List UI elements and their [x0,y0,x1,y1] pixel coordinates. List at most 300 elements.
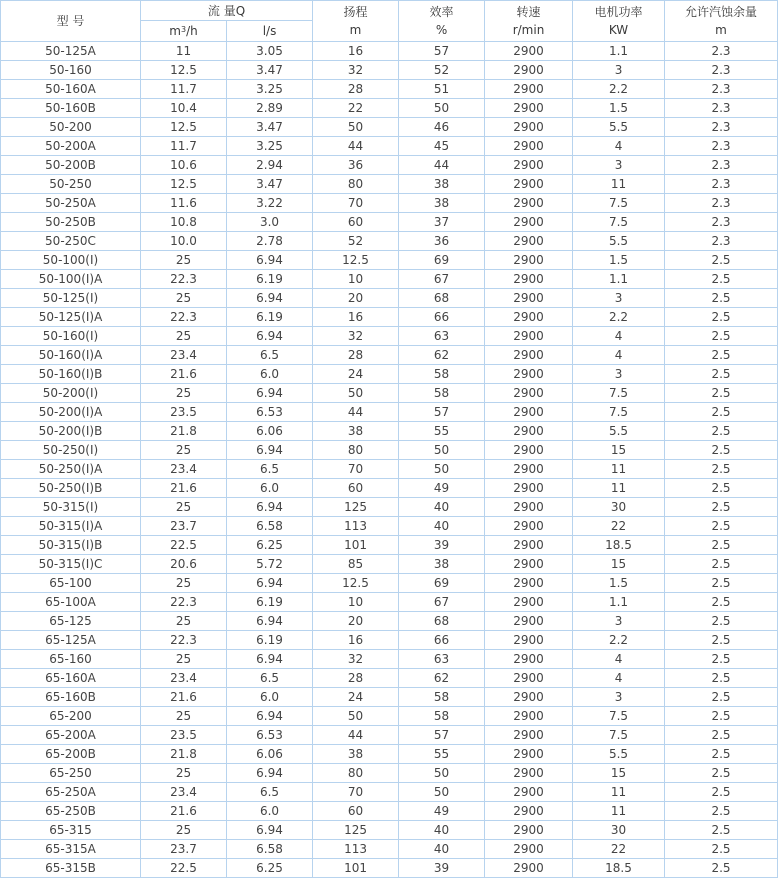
cell-npsh: 2.5 [665,669,778,688]
cell-motor-power: 4 [573,669,665,688]
cell-motor-power: 5.5 [573,422,665,441]
cell-flow-m3h: 22.3 [141,631,227,650]
cell-efficiency: 58 [399,707,485,726]
cell-motor-power: 15 [573,764,665,783]
cell-head: 28 [313,346,399,365]
cell-efficiency: 39 [399,859,485,878]
cell-head: 38 [313,422,399,441]
cell-flow-m3h: 25 [141,821,227,840]
cell-npsh: 2.5 [665,270,778,289]
table-row [1,726,778,745]
cell-flow-m3h: 23.4 [141,346,227,365]
cell-npsh: 2.5 [665,631,778,650]
cell-flow-m3h: 25 [141,251,227,270]
table-row [1,612,778,631]
table-row [1,460,778,479]
cell-npsh: 2.5 [665,859,778,878]
cell-flow-ls: 6.5 [227,783,313,802]
cell-flow-ls: 6.0 [227,479,313,498]
cell-flow-m3h: 12.5 [141,61,227,80]
cell-model: 65-200 [1,707,141,726]
cell-model: 50-160(I)B [1,365,141,384]
cell-flow-m3h: 25 [141,764,227,783]
cell-model: 65-200B [1,745,141,764]
cell-model: 65-315A [1,840,141,859]
cell-speed: 2900 [485,156,573,175]
cell-efficiency: 63 [399,650,485,669]
table-row [1,479,778,498]
table-row [1,574,778,593]
cell-head: 38 [313,745,399,764]
cell-efficiency: 63 [399,327,485,346]
cell-motor-power: 1.5 [573,99,665,118]
cell-flow-ls: 6.94 [227,498,313,517]
cell-model: 50-200B [1,156,141,175]
cell-motor-power: 2.2 [573,80,665,99]
cell-efficiency: 57 [399,726,485,745]
cell-head: 80 [313,441,399,460]
cell-head: 101 [313,536,399,555]
table-row [1,289,778,308]
cell-motor-power: 5.5 [573,232,665,251]
cell-model: 50-250 [1,175,141,194]
cell-speed: 2900 [485,251,573,270]
cell-npsh: 2.3 [665,213,778,232]
cell-flow-m3h: 10.8 [141,213,227,232]
cell-flow-ls: 6.0 [227,802,313,821]
cell-flow-m3h: 23.7 [141,840,227,859]
cell-npsh: 2.5 [665,764,778,783]
table-row [1,194,778,213]
cell-head: 10 [313,593,399,612]
cell-model: 50-250A [1,194,141,213]
cell-head: 24 [313,688,399,707]
cell-flow-m3h: 22.3 [141,593,227,612]
cell-speed: 2900 [485,175,573,194]
cell-speed: 2900 [485,821,573,840]
cell-model: 65-250B [1,802,141,821]
cell-flow-m3h: 21.6 [141,365,227,384]
cell-npsh: 2.3 [665,118,778,137]
cell-npsh: 2.3 [665,42,778,61]
cell-speed: 2900 [485,61,573,80]
cell-flow-m3h: 25 [141,441,227,460]
cell-speed: 2900 [485,384,573,403]
cell-head: 52 [313,232,399,251]
cell-speed: 2900 [485,802,573,821]
table-row [1,498,778,517]
cell-efficiency: 40 [399,498,485,517]
cell-flow-ls: 6.5 [227,460,313,479]
cell-model: 50-160(I)A [1,346,141,365]
cell-model: 50-100(I) [1,251,141,270]
cell-motor-power: 5.5 [573,118,665,137]
cell-flow-m3h: 23.4 [141,783,227,802]
cell-flow-ls: 6.19 [227,270,313,289]
cell-npsh: 2.5 [665,726,778,745]
table-row [1,745,778,764]
cell-flow-ls: 6.94 [227,574,313,593]
cell-motor-power: 30 [573,498,665,517]
table-row [1,422,778,441]
cell-efficiency: 51 [399,80,485,99]
cell-speed: 2900 [485,194,573,213]
cell-model: 50-250(I)B [1,479,141,498]
cell-motor-power: 15 [573,555,665,574]
cell-motor-power: 4 [573,137,665,156]
table-row [1,118,778,137]
cell-model: 50-250B [1,213,141,232]
cell-motor-power: 11 [573,175,665,194]
cell-head: 50 [313,118,399,137]
cell-flow-m3h: 25 [141,650,227,669]
cell-efficiency: 40 [399,821,485,840]
cell-head: 101 [313,859,399,878]
cell-motor-power: 7.5 [573,726,665,745]
cell-efficiency: 37 [399,213,485,232]
cell-npsh: 2.5 [665,536,778,555]
cell-head: 20 [313,289,399,308]
cell-head: 125 [313,821,399,840]
cell-speed: 2900 [485,669,573,688]
cell-speed: 2900 [485,631,573,650]
cell-speed: 2900 [485,840,573,859]
cell-flow-m3h: 10.0 [141,232,227,251]
cell-flow-ls: 6.53 [227,403,313,422]
cell-flow-m3h: 22.3 [141,270,227,289]
cell-flow-m3h: 22.3 [141,308,227,327]
cell-flow-ls: 6.94 [227,650,313,669]
table-row [1,536,778,555]
cell-flow-ls: 6.94 [227,327,313,346]
cell-head: 85 [313,555,399,574]
cell-flow-m3h: 25 [141,384,227,403]
cell-efficiency: 58 [399,365,485,384]
cell-model: 50-160(I) [1,327,141,346]
cell-flow-m3h: 11.7 [141,137,227,156]
cell-flow-m3h: 21.6 [141,479,227,498]
cell-model: 65-250A [1,783,141,802]
cell-flow-ls: 3.0 [227,213,313,232]
cell-flow-m3h: 22.5 [141,536,227,555]
cell-motor-power: 2.2 [573,631,665,650]
cell-efficiency: 69 [399,574,485,593]
cell-flow-ls: 6.94 [227,441,313,460]
cell-npsh: 2.3 [665,61,778,80]
table-row [1,859,778,878]
cell-speed: 2900 [485,688,573,707]
cell-flow-m3h: 11.6 [141,194,227,213]
cell-model: 50-160B [1,99,141,118]
cell-speed: 2900 [485,593,573,612]
cell-speed: 2900 [485,365,573,384]
cell-efficiency: 55 [399,422,485,441]
cell-motor-power: 3 [573,61,665,80]
cell-flow-m3h: 23.4 [141,460,227,479]
cell-head: 32 [313,327,399,346]
table-row [1,403,778,422]
table-row [1,327,778,346]
cell-head: 28 [313,669,399,688]
cell-npsh: 2.5 [665,802,778,821]
cell-speed: 2900 [485,859,573,878]
cell-npsh: 2.3 [665,175,778,194]
cell-head: 12.5 [313,574,399,593]
header-flow: 流 量Q [141,1,313,21]
cell-efficiency: 50 [399,764,485,783]
cell-npsh: 2.3 [665,194,778,213]
table-row [1,137,778,156]
cell-motor-power: 1.1 [573,270,665,289]
cell-flow-m3h: 21.8 [141,422,227,441]
cell-flow-m3h: 10.4 [141,99,227,118]
cell-model: 50-315(I) [1,498,141,517]
cell-npsh: 2.5 [665,783,778,802]
cell-efficiency: 50 [399,783,485,802]
cell-flow-ls: 5.72 [227,555,313,574]
cell-flow-ls: 3.47 [227,61,313,80]
header-motor-power: 电机功率 KW [573,1,665,42]
cell-efficiency: 62 [399,669,485,688]
table-row [1,213,778,232]
cell-motor-power: 15 [573,441,665,460]
table-row [1,346,778,365]
cell-model: 50-200(I) [1,384,141,403]
cell-flow-ls: 6.5 [227,669,313,688]
table-row [1,42,778,61]
cell-speed: 2900 [485,42,573,61]
cell-efficiency: 66 [399,631,485,650]
cell-flow-ls: 6.94 [227,821,313,840]
cell-motor-power: 30 [573,821,665,840]
cell-model: 50-250(I) [1,441,141,460]
cell-flow-m3h: 25 [141,707,227,726]
cell-flow-ls: 3.05 [227,42,313,61]
cell-motor-power: 5.5 [573,745,665,764]
cell-speed: 2900 [485,479,573,498]
cell-npsh: 2.5 [665,612,778,631]
cell-flow-m3h: 25 [141,574,227,593]
cell-model: 65-315 [1,821,141,840]
cell-head: 50 [313,707,399,726]
cell-motor-power: 1.1 [573,42,665,61]
header-flow-ls: l/s [227,21,313,42]
cell-npsh: 2.5 [665,517,778,536]
cell-efficiency: 46 [399,118,485,137]
cell-model: 50-125(I)A [1,308,141,327]
cell-flow-ls: 3.25 [227,80,313,99]
cell-motor-power: 1.5 [573,574,665,593]
cell-head: 32 [313,650,399,669]
header-npsh: 允许汽蚀余量 m [665,1,778,42]
table-row [1,802,778,821]
cell-head: 70 [313,194,399,213]
cell-flow-m3h: 10.6 [141,156,227,175]
header-model: 型 号 [1,1,141,42]
cell-flow-ls: 6.53 [227,726,313,745]
cell-head: 36 [313,156,399,175]
cell-head: 32 [313,61,399,80]
cell-head: 50 [313,384,399,403]
cell-motor-power: 18.5 [573,536,665,555]
cell-head: 80 [313,764,399,783]
cell-motor-power: 22 [573,840,665,859]
cell-npsh: 2.5 [665,384,778,403]
cell-flow-ls: 6.94 [227,289,313,308]
cell-npsh: 2.5 [665,593,778,612]
cell-npsh: 2.5 [665,403,778,422]
cell-efficiency: 38 [399,175,485,194]
cell-flow-m3h: 12.5 [141,175,227,194]
cell-flow-ls: 6.94 [227,251,313,270]
cell-model: 50-315(I)A [1,517,141,536]
cell-efficiency: 50 [399,99,485,118]
cell-flow-m3h: 11 [141,42,227,61]
cell-flow-ls: 6.25 [227,859,313,878]
cell-head: 28 [313,80,399,99]
cell-efficiency: 50 [399,441,485,460]
table-row [1,517,778,536]
cell-speed: 2900 [485,707,573,726]
cell-speed: 2900 [485,422,573,441]
header-efficiency: 效率 % [399,1,485,42]
table-row [1,650,778,669]
cell-npsh: 2.3 [665,137,778,156]
cell-efficiency: 49 [399,802,485,821]
cell-head: 70 [313,460,399,479]
cell-head: 44 [313,726,399,745]
cell-speed: 2900 [485,118,573,137]
cell-flow-ls: 3.47 [227,118,313,137]
cell-flow-ls: 6.0 [227,688,313,707]
cell-model: 50-160 [1,61,141,80]
cell-flow-ls: 2.89 [227,99,313,118]
cell-motor-power: 11 [573,802,665,821]
cell-npsh: 2.3 [665,99,778,118]
cell-model: 50-250(I)A [1,460,141,479]
table-row [1,593,778,612]
cell-motor-power: 7.5 [573,213,665,232]
cell-flow-m3h: 25 [141,612,227,631]
cell-efficiency: 49 [399,479,485,498]
cell-npsh: 2.5 [665,308,778,327]
table-row [1,232,778,251]
table-row [1,631,778,650]
cell-flow-m3h: 21.6 [141,802,227,821]
table-row [1,365,778,384]
cell-motor-power: 7.5 [573,403,665,422]
cell-efficiency: 52 [399,61,485,80]
cell-model: 50-125A [1,42,141,61]
cell-speed: 2900 [485,289,573,308]
cell-flow-m3h: 23.7 [141,517,227,536]
cell-flow-ls: 6.58 [227,517,313,536]
cell-flow-m3h: 22.5 [141,859,227,878]
cell-flow-ls: 6.19 [227,631,313,650]
cell-head: 16 [313,631,399,650]
cell-flow-m3h: 25 [141,498,227,517]
cell-npsh: 2.5 [665,498,778,517]
cell-flow-m3h: 25 [141,327,227,346]
cell-flow-m3h: 23.4 [141,669,227,688]
table-row [1,764,778,783]
cell-speed: 2900 [485,346,573,365]
cell-flow-ls: 2.78 [227,232,313,251]
header-head: 扬程 m [313,1,399,42]
cell-motor-power: 2.2 [573,308,665,327]
cell-npsh: 2.5 [665,840,778,859]
cell-model: 50-200(I)A [1,403,141,422]
cell-head: 125 [313,498,399,517]
cell-npsh: 2.5 [665,821,778,840]
cell-motor-power: 1.1 [573,593,665,612]
cell-head: 10 [313,270,399,289]
cell-efficiency: 45 [399,137,485,156]
cell-motor-power: 7.5 [573,194,665,213]
cell-flow-ls: 6.06 [227,422,313,441]
cell-efficiency: 69 [399,251,485,270]
cell-head: 44 [313,137,399,156]
cell-efficiency: 38 [399,555,485,574]
cell-model: 65-315B [1,859,141,878]
cell-flow-m3h: 12.5 [141,118,227,137]
cell-model: 50-100(I)A [1,270,141,289]
cell-npsh: 2.3 [665,156,778,175]
cell-model: 65-200A [1,726,141,745]
cell-head: 44 [313,403,399,422]
cell-motor-power: 3 [573,612,665,631]
cell-model: 65-125A [1,631,141,650]
cell-speed: 2900 [485,764,573,783]
cell-motor-power: 7.5 [573,384,665,403]
cell-efficiency: 55 [399,745,485,764]
cell-head: 20 [313,612,399,631]
cell-speed: 2900 [485,745,573,764]
cell-efficiency: 68 [399,612,485,631]
cell-motor-power: 4 [573,346,665,365]
cell-speed: 2900 [485,460,573,479]
cell-efficiency: 58 [399,688,485,707]
cell-flow-m3h: 21.8 [141,745,227,764]
table-row [1,156,778,175]
cell-flow-m3h: 25 [141,289,227,308]
cell-motor-power: 22 [573,517,665,536]
cell-speed: 2900 [485,213,573,232]
cell-head: 24 [313,365,399,384]
cell-flow-ls: 6.19 [227,308,313,327]
cell-model: 50-315(I)B [1,536,141,555]
cell-flow-ls: 6.94 [227,612,313,631]
cell-model: 50-125(I) [1,289,141,308]
cell-motor-power: 11 [573,460,665,479]
cell-motor-power: 4 [573,650,665,669]
cell-efficiency: 68 [399,289,485,308]
cell-flow-ls: 3.25 [227,137,313,156]
cell-speed: 2900 [485,726,573,745]
table-row [1,555,778,574]
cell-speed: 2900 [485,441,573,460]
cell-head: 60 [313,213,399,232]
cell-npsh: 2.5 [665,460,778,479]
cell-motor-power: 18.5 [573,859,665,878]
cell-speed: 2900 [485,498,573,517]
cell-npsh: 2.5 [665,441,778,460]
cell-head: 16 [313,308,399,327]
cell-flow-ls: 6.58 [227,840,313,859]
cell-flow-ls: 6.19 [227,593,313,612]
cell-npsh: 2.5 [665,251,778,270]
cell-flow-ls: 6.0 [227,365,313,384]
